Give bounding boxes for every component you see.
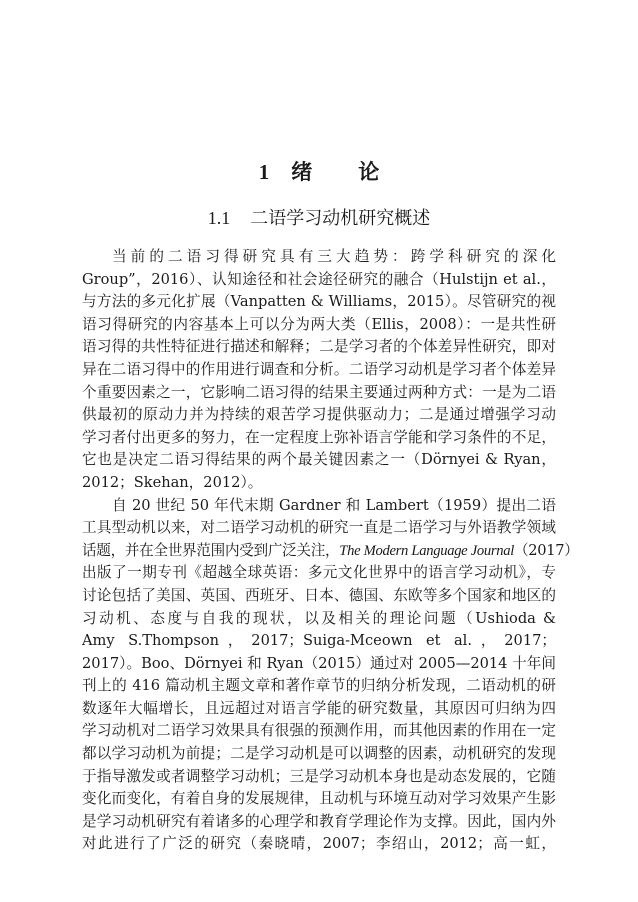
text-line: 自 20 世纪 50 年代末期 Gardner 和 Lambert（1959）提出二语 — [112, 496, 556, 514]
chapter-title-char: 绪 — [291, 160, 313, 184]
text-line: 2012；Skehan，2012）。 — [82, 473, 263, 491]
text-line: 工具型动机以来，对二语学习动机的研究一直是二语学习与外语教学领域 — [82, 519, 556, 537]
text-line: 对此进行了广泛的研究（秦晓晴，2007；李绍山，2012；高一虹， — [82, 835, 556, 853]
text-line: 语习得的共性特征进行描述和解释；二是学习者的个体差异性研究，即对 — [82, 338, 556, 356]
chapter-number: 1 — [258, 160, 270, 184]
chapter-heading — [0, 156, 638, 186]
text-line: 学习动机对二语学习效果具有很强的预测作用，而其他因素的作用在一定 — [82, 722, 556, 740]
text-line: Group”，2016）、认知途径和社会途径研究的融合（Hulstijn et al.， — [82, 270, 556, 288]
journal-title: The Modern Language Journal — [339, 542, 515, 559]
text-line: 是学习动机研究有着诸多的心理学和教育学理论作为支撑。因此，国内外 — [82, 812, 556, 830]
text-line: 刊上的 416 篇动机主题文章和著作章节的归纳分析发现，二语动机的研 — [82, 677, 556, 695]
text-line: 它也是决定二语习得结果的两个最关键因素之一（Dörnyei & Ryan， — [82, 451, 556, 469]
section-heading — [0, 204, 638, 230]
text-segment: 话题，并在全世界范围内受到广泛关注， — [82, 541, 340, 559]
section-title: 二语学习动机研究概述 — [250, 208, 431, 229]
text-line: 异在二语习得中的作用进行调查和分析。二语学习动机是学习者个体差异 — [82, 360, 556, 378]
text-line: 当前的二语习得研究具有三大趋势：跨学科研究的深化 — [112, 248, 556, 265]
paragraph-1 — [82, 246, 556, 495]
text-line: 2017）。Boo、Dörnyei 和 Ryan（2015）通过对 2005—2014 十年间 — [82, 654, 556, 672]
text-line: 都以学习动机为前提；二是学习动机是可以调整的因素，动机研究的发现 — [82, 745, 556, 763]
chapter-title-char: 论 — [358, 160, 380, 184]
text-line: 个重要因素之一，它影响二语习得的结果主要通过两种方式：一是为二语 — [82, 383, 556, 401]
text-line: 讨论包括了美国、英国、西班牙、日本、德国、东欧等多个国家和地区的 — [82, 586, 556, 604]
text-line: 与方法的多元化扩展（Vanpatten & Williams，2015）。尽管研究的视 — [82, 293, 556, 311]
body-text — [82, 246, 579, 856]
text-line: 学习者付出更多的努力，在一定程度上弥补语言学能和学习条件的不足， — [82, 428, 556, 446]
paragraph-2 — [82, 495, 579, 857]
text-line: Amy S.Thompson，2017；Suiga-Mceown et al.，2017； — [82, 632, 556, 650]
text-line: 出版了一期专刊《超越全球英语：多元文化世界中的语言学习动机》，专 — [82, 564, 556, 582]
text-line: 于指导激发或者调整学习动机；三是学习动机本身也是动态发展的，它随 — [82, 767, 556, 785]
text-line: 变化而变化，有着自身的发展规律，且动机与环境互动对学习效果产生影 — [82, 790, 556, 808]
text-line: 习动机、态度与自我的现状，以及相关的理论问题（Ushioda & — [82, 609, 556, 627]
text-line: 语习得研究的内容基本上可以分为两大类（Ellis，2008）：一是共性研 — [82, 315, 556, 333]
section-number: 1.1 — [207, 208, 231, 228]
text-segment: （2017） — [514, 541, 579, 559]
text-line: 供最初的原动力并为持续的艰苦学习提供驱动力；二是通过增强学习动 — [82, 406, 556, 424]
text-line: 数逐年大幅增长，且远超过对语言学能的研究数量，其原因可归纳为四 — [82, 699, 556, 717]
text-line — [82, 540, 579, 563]
